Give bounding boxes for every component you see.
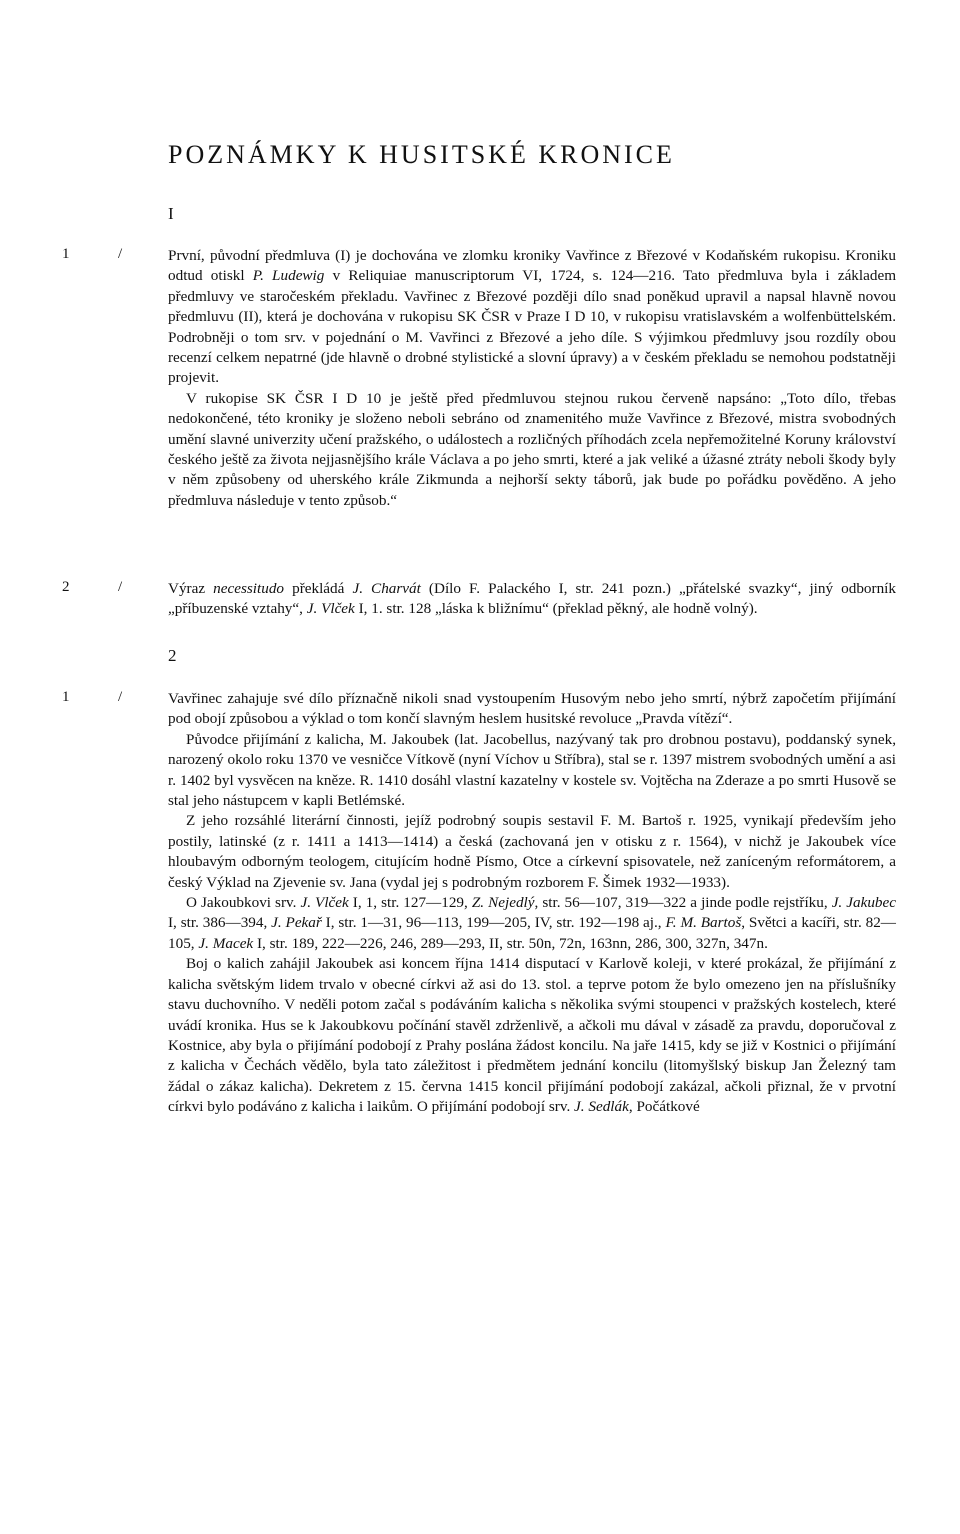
section-number: I (168, 204, 174, 223)
paragraph: První, původní předmluva (I) je dochována ve zlomku kroniky Vavřince z Březové v Kodaňském rukopisu. Kroniku odtud otiskl P. Ludewig v Reliquiae manuscriptorum VI, 1724, s. 124—216. Tato předmluva byla i základem předmluvy ve staročeském překladu. Vavřinec z Březové později dílo snad poněkud upravil a napsal hlavně novou předmluvu (II), která je dochována v rukopisu SK ČSR v Praze I D 10, v rukopisu vratislavském a wolfenbüttelském. Podrobněji o tom srv. v pojednání o M. Vavřinci z Březové a jeho díle. S výjimkou předmluvy jsou rozdíly obou recenzí celkem nepatrné (jde hlavně o drobné stylistické a slovní úpravy) a v českém překladu se nemohou podstatněji projevit. (168, 247, 897, 387)
paragraph: Výraz necessitudo překládá J. Charvát (Dílo F. Palackého I, str. 241 pozn.) „přátelské svazky“, jiný odborník „příbuzenské vztahy“, J. Vlček I, 1. str. 128 „láska k bližnímu“ (překlad pěkný, ale hodně volný). (168, 580, 896, 618)
paragraph: Vavřinec zahajuje své dílo příznačně nikoli snad vystoupením Husovým nebo jeho smrtí, nýbrž započetím přijímání pod obojí způsobou a výklad o tom končí slavným heslem husitské revoluce „Pravda vítězí“. (168, 690, 896, 728)
paragraph: V rukopise SK ČSR I D 10 je ještě před předmluvou stejnou rukou červeně napsáno: „Toto dílo, třebas nedokončené, této kroniky je složeno neboli sebráno od znamenitého muže Vavřince z Březové, mistra svobodných umění slavné univerzity učení pražského, o událostech a rozličných příhodách zcela nepřemožitelné Koruny království českého ještě za života nejjasnějšího krále Václava a po jeho smrti, které a jak veliké a úžasné ztráty neboli škody byly v něm způsobeny od uherského krále Zikmunda a nejhorší sekty táborů, jak bude po pořádku pověděno. A jeho předmluva následuje v tento způsob.“ (168, 389, 896, 509)
paragraph: Boj o kalich zahájil Jakoubek asi koncem října 1414 disputací v Karlově koleji, v které prokázal, že přijímání z kalicha světským lidem trvalo v obecné církvi až asi do 13. stol. a teprve potom že bylo omezeno jen na příslušníky stavu duchovního. V neděli potom začal s podáváním kalicha s několika svými stoupenci v pražských kostelech, které uvádí kronika. Hus se k Jakoubkovu počínání stavěl zdrženlivě, a ačkoli mu dával v zásadě za pravdu, doporučoval z Kostnice, aby byla o přijímání podobojí z Prahy poslána žádost koncilu. Na jaře 1415, kdy se již v Kostnici o přijímání z kalicha v Čechách vědělo, byla tato záležitost i předmětem jednání koncilu (litomyšlský biskup Jan Železný tam žádal o zákaz kalicha). Dekretem z 15. června 1415 koncil přijímání podobojí zakázal, ačkoli přiznal, že v prvotní církvi bylo podáváno z kalicha i laikům. O přijímání podobojí srv. J. Sedlák, Počátkové (168, 955, 896, 1116)
note-number: 1 (62, 689, 70, 705)
section-number: 2 (168, 646, 177, 665)
note-body (168, 579, 896, 620)
note-body (168, 246, 896, 511)
paragraph: Z jeho rozsáhlé literární činnosti, jejíž podrobný soupis sestavil F. M. Bartoš r. 1925, vynikají především jeho postily, latinské (z r. 1411 a 1413—1414) a česká (zachovaná jen v otisku z r. 1564), v nichž je Jakoubek více hloubavým odborným teologem, citujícím hodně Písmo, Otce a církevní spisovatele, než zaníceným reformátorem, a český Výklad na Zjevenie sv. Jana (vydal jej s podrobným rozborem F. Šimek 1932—1933). (168, 812, 896, 891)
note-number: 2 (62, 579, 70, 595)
page-title: POZNÁMKY K HUSITSKÉ KRONICE (168, 140, 675, 169)
note-separator: / (118, 689, 123, 705)
note-number: 1 (62, 246, 70, 262)
note-separator: / (118, 579, 123, 595)
note-body (168, 689, 896, 1118)
paragraph: O Jakoubkovi srv. J. Vlček I, 1, str. 127—129, Z. Nejedlý, str. 56—107, 319—322 a jinde podle rejstříku, J. Jakubec I, str. 386—394, J. Pekař I, str. 1—31, 96—113, 199—205, IV, str. 192—198 aj., F. M. Bartoš, Světci a kacíři, str. 82—105, J. Macek I, str. 189, 222—226, 246, 289—293, II, str. 50n, 72n, 163nn, 286, 300, 327n, 347n. (168, 894, 896, 952)
note-separator: / (118, 246, 123, 262)
paragraph: Původce přijímání z kalicha, M. Jakoubek (lat. Jacobellus, nazývaný tak pro drobnou postavu), poddanský synek, narozený okolo roku 1370 ve vesničce Vítkově (nyní Víchov u Stříbra), stal se r. 1397 mistrem svobodných umění a asi r. 1402 byl vysvěcen na kněze. R. 1410 dosáhl vlastní kazatelny v kostele sv. Vojtěcha na Zderaze a po smrti Husově se stal jeho nástupcem v kapli Betlémské. (168, 730, 896, 810)
